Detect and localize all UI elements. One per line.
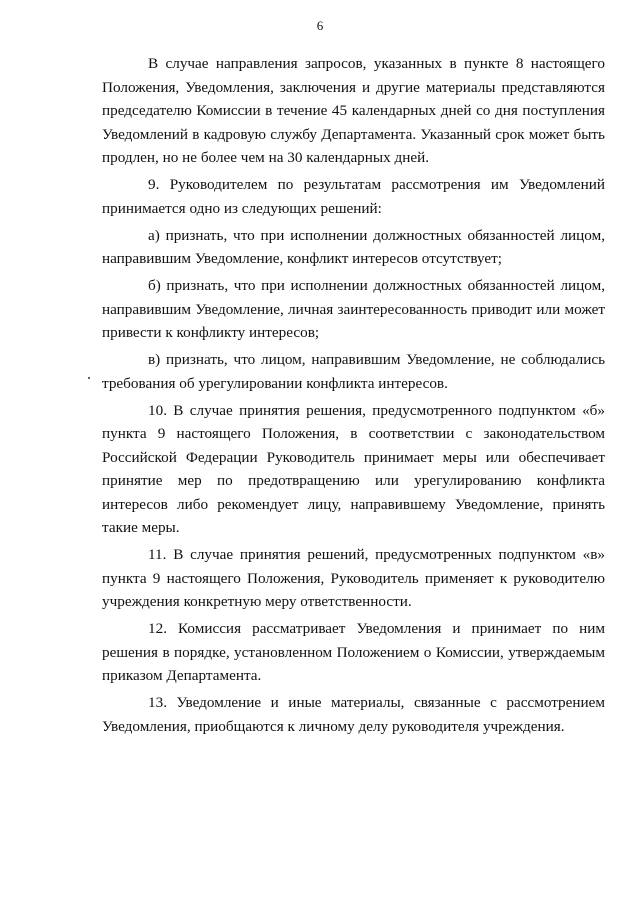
paragraph-11: 11. В случае принятия решений, предусмотренных подпунктом «в» пункта 9 настоящего Положения, Руководитель применяет к руководителю учреждения конкретную меру ответственности. xyxy=(102,546,605,610)
page-number: 6 xyxy=(316,18,324,33)
paragraph-deadline: В случае направления запросов, указанных в пункте 8 настоящего Положения, Уведомления, заключения и другие материалы представляются председателю Комиссии в течение 45 календарных дней со дня поступления Уведомлений в кадровую службу Департамента. Указанный срок может быть продлен, но не более чем на 30 календарных дней. xyxy=(102,55,605,166)
paragraph-9a: а) признать, что при исполнении должностных обязанностей лицом, направившим Уведомление, конфликт интересов отсутствует; xyxy=(102,226,605,267)
scan-speck xyxy=(88,377,90,379)
paragraph-12: 12. Комиссия рассматривает Уведомления и принимает по ним решения в порядке, установленном Положением о Комиссии, утверждаемым приказом Департамента. xyxy=(102,620,605,684)
paragraph-13: 13. Уведомление и иные материалы, связанные с рассмотрением Уведомления, приобщаются к личному делу руководителя учреждения. xyxy=(102,694,605,735)
paragraph-9: 9. Руководителем по результатам рассмотрения им Уведомлений принимается одно из следующих решений: xyxy=(102,176,605,217)
paragraph-9b: б) признать, что при исполнении должностных обязанностей лицом, направившим Уведомление, личная заинтересованность приводит или может привести к конфликту интересов; xyxy=(102,277,605,341)
paragraph-9c: в) признать, что лицом, направившим Уведомление, не соблюдались требования об урегулировании конфликта интересов. xyxy=(102,351,605,392)
paragraph-10: 10. В случае принятия решения, предусмотренного подпунктом «б» пункта 9 настоящего Положения, в соответствии с законодательством Российской Федерации Руководитель принимает меры или обеспечивает принятие мер по предотвращению или урегулированию конфликта интересов либо рекомендует лицу, направившему Уведомление, принять такие меры. xyxy=(102,401,605,536)
document-body xyxy=(102,52,605,742)
